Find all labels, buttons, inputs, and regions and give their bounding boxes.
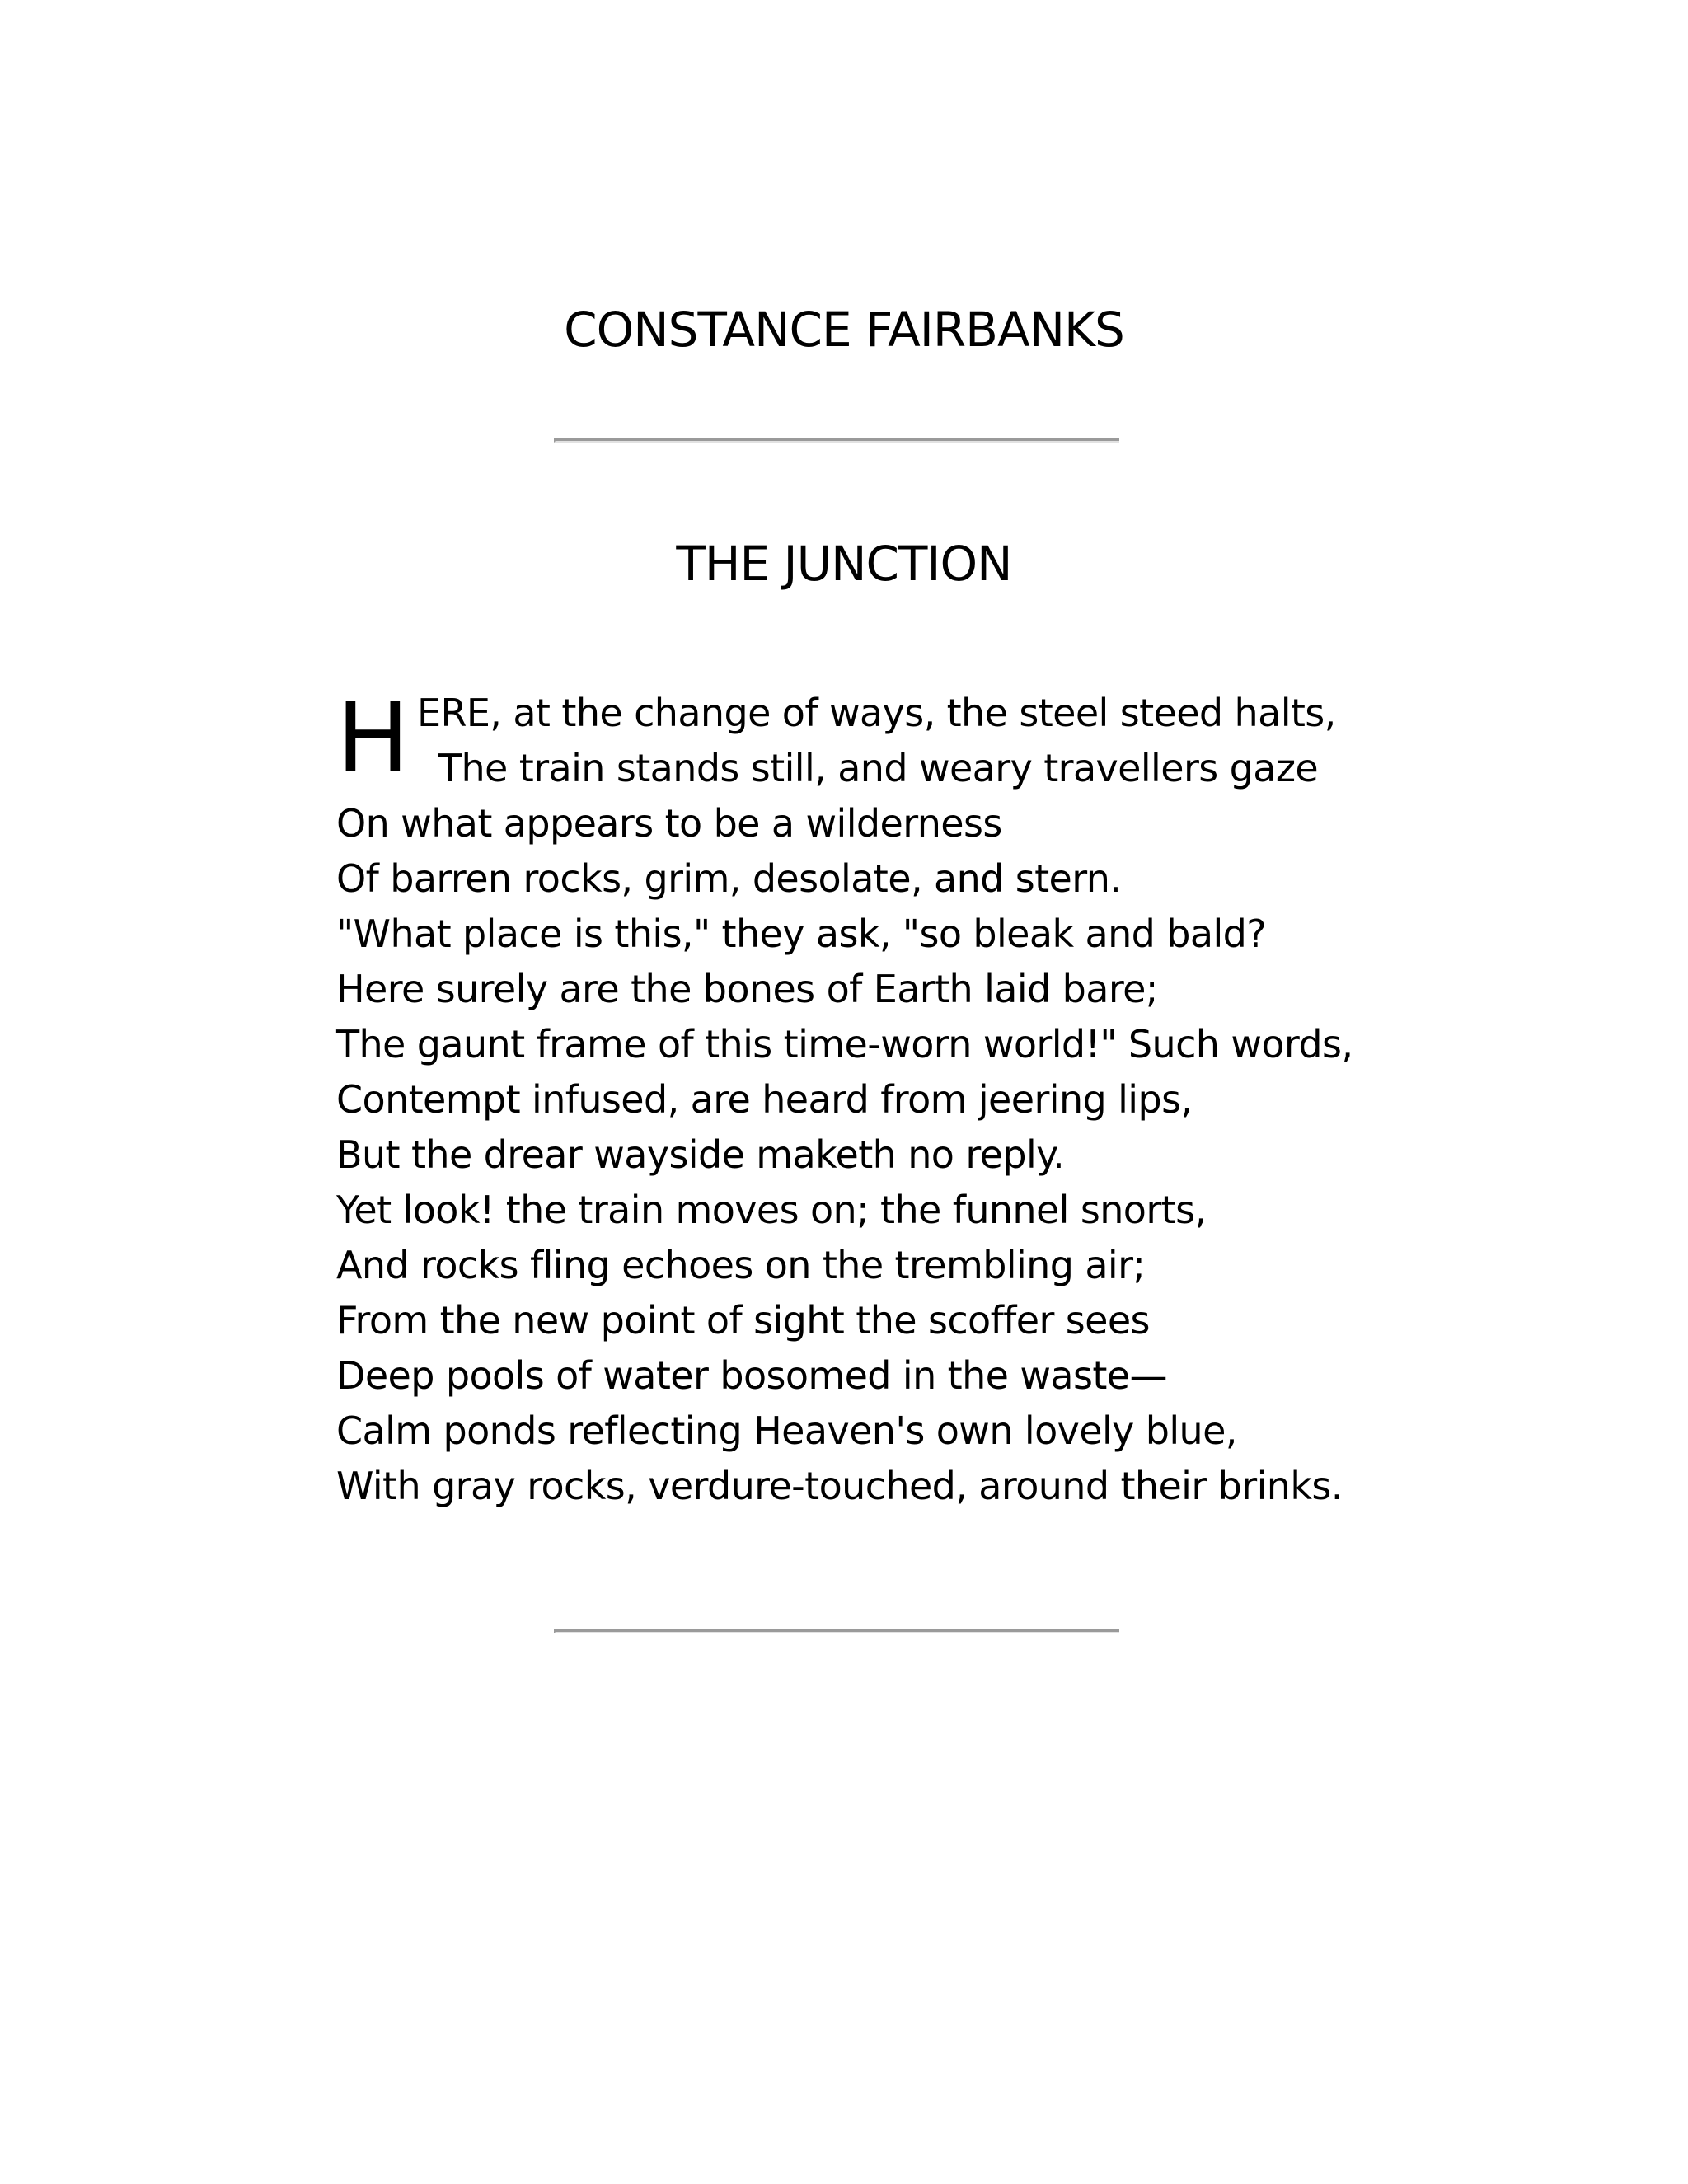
first-line-text: ERE, at the change of ways, the steel steed halts, [417,691,1336,735]
poem-line: But the drear wayside maketh no reply. [336,1132,1065,1177]
poem-line: The gaunt frame of this time-worn world!" Such words, [336,1022,1353,1066]
drop-cap: H [336,681,410,794]
poem-line: With gray rocks, verdure-touched, around their brinks. [336,1464,1343,1508]
author-name: CONSTANCE FAIRBANKS [564,302,1124,358]
poem-title: THE JUNCTION [676,536,1012,592]
poem-line: Here surely are the bones of Earth laid bare; [336,967,1158,1011]
poem-line: The train stands still, and weary travellers gaze [438,746,1319,790]
poem-line: Of barren rocks, grim, desolate, and stern. [336,856,1122,901]
poem-line: "What place is this," they ask, "so bleak and bald? [336,912,1267,956]
top-divider [554,438,1119,443]
poem-line: On what appears to be a wilderness [336,801,1002,846]
poem-line: Yet look! the train moves on; the funnel snorts, [336,1188,1207,1232]
poem-line: Deep pools of water bosomed in the waste— [336,1353,1167,1398]
poem-line: Calm ponds reflecting Heaven's own lovely blue, [336,1408,1237,1453]
poem-line: And rocks fling echoes on the trembling air; [336,1243,1146,1287]
bottom-divider [554,1629,1119,1633]
poem-line: From the new point of sight the scoffer sees [336,1298,1150,1343]
poem-line: Contempt infused, are heard from jeering lips, [336,1077,1193,1122]
poem-body [336,681,1391,1514]
